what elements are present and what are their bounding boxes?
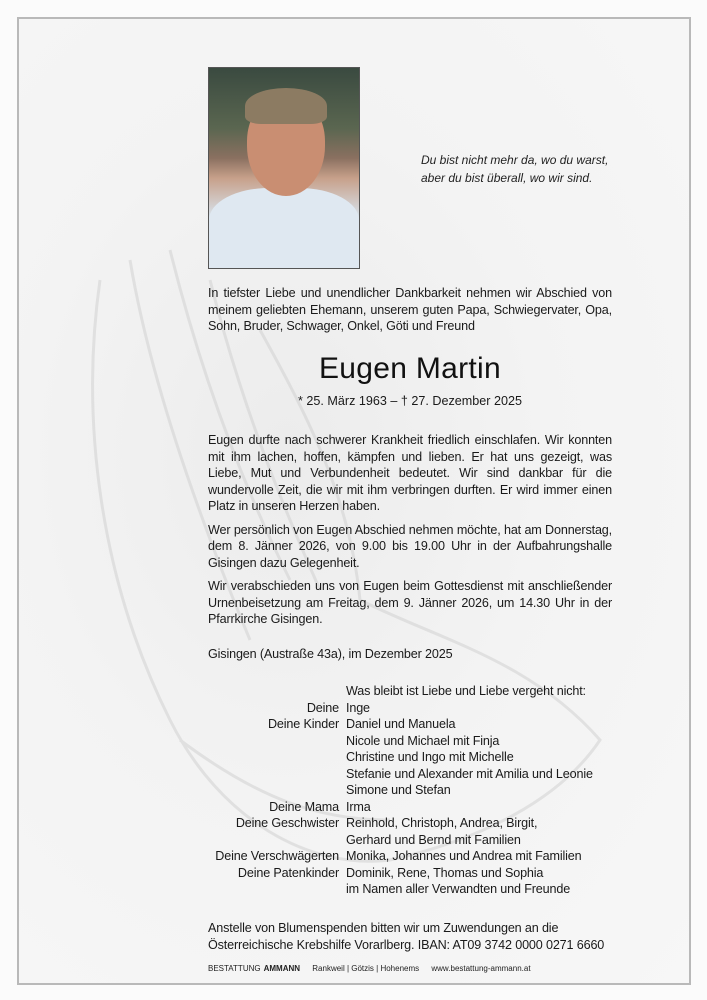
donation-line: Österreichische Krebshilfe Vorarlberg. IBAN: AT09 3742 0000 0271 6660	[208, 937, 605, 952]
family-names: Dominik, Rene, Thomas und Sophia	[346, 865, 544, 880]
family-relation: Deine Verschwägerten	[215, 849, 339, 863]
family-relation	[200, 766, 346, 783]
family-list	[200, 683, 593, 898]
place-date: Gisingen (Austraße 43a), im Dezember 2025	[208, 647, 453, 661]
body-text	[208, 432, 612, 635]
family-row	[200, 749, 593, 766]
family-row	[200, 799, 593, 816]
family-relation: Deine	[306, 700, 339, 715]
family-row	[200, 700, 593, 717]
family-names: Nicole und Michael mit Finja	[346, 733, 500, 748]
paragraph: Eugen durfte nach schwerer Krankheit friedlich einschlafen. Wir konnten mit ihm lachen, hoffen, kämpfen und lieben. Er hat uns gezeigt, was Liebe, Mut und Verbundenheit bedeutet. Wir sind dankbar für die wundervolle Zeit, die wir mit ihm verbringen durften. Er wird immer einen Platz in unseren Herzen haben.	[208, 433, 612, 513]
family-names: Daniel und Manuela	[346, 717, 456, 731]
family-relation	[200, 782, 346, 799]
family-names: im Namen aller Verwandten und Freunde	[346, 882, 571, 896]
family-relation	[200, 733, 346, 750]
family-row	[200, 881, 593, 898]
paragraph: Wer persönlich von Eugen Abschied nehmen möchte, hat am Donnerstag, dem 8. Jänner 2026, von 9.00 bis 19.00 Uhr in der Aufbahrungshalle Gisingen dazu Gelegenheit.	[208, 522, 612, 570]
family-row	[200, 733, 593, 750]
family-row	[200, 815, 593, 832]
family-names: Inge	[346, 700, 370, 715]
family-names: Reinhold, Christoph, Andrea, Birgit,	[346, 816, 538, 830]
family-names: Was bleibt ist Liebe und Liebe vergeht nicht:	[346, 684, 586, 698]
brand-name-bold: AMMANN	[263, 964, 301, 973]
family-names: Monika, Johannes und Andrea mit Familien	[346, 849, 582, 863]
quote-line: Du bist nicht mehr da, wo du warst,	[421, 153, 609, 167]
quote-line: aber du bist überall, wo wir sind.	[421, 171, 593, 185]
family-relation: Deine Patenkinder	[237, 865, 339, 880]
deceased-name: Eugen Martin	[318, 352, 502, 385]
family-names: Christine und Ingo mit Michelle	[346, 750, 514, 764]
portrait-photo	[208, 67, 360, 269]
family-names: Gerhard und Bernd mit Familien	[346, 832, 521, 847]
intro-text: In tiefster Liebe und unendlicher Dankbarkeit nehmen wir Abschied von meinem geliebten Ehemann, unserem guten Papa, Schwiegervater, Opa, Sohn, Bruder, Schwager, Onkel, Göti und Freund	[208, 286, 612, 333]
family-relation	[200, 881, 346, 898]
life-dates: * 25. März 1963 – † 27. Dezember 2025	[297, 394, 523, 408]
family-relation	[200, 832, 346, 849]
family-names: Irma	[346, 799, 371, 814]
family-relation: Deine Geschwister	[235, 816, 339, 830]
family-row	[200, 865, 593, 882]
locations: Rankweil | Götzis | Hohenems	[312, 964, 420, 973]
donation-line: Anstelle von Blumenspenden bitten wir um Zuwendungen an die	[208, 921, 559, 935]
family-row	[200, 832, 593, 849]
website-link[interactable]: www.bestattung-ammann.at	[431, 964, 531, 973]
family-row	[200, 766, 593, 783]
family-relation	[200, 683, 346, 700]
intro-text-block	[208, 285, 612, 342]
family-row	[200, 848, 593, 865]
memorial-quote	[421, 151, 608, 187]
family-row	[200, 716, 593, 733]
family-row	[200, 782, 593, 799]
family-relation: Deine Mama	[269, 799, 339, 814]
paragraph: Wir verabschieden uns von Eugen beim Gottesdienst mit anschließender Urnenbeisetzung am Freitag, dem 9. Jänner 2026, um 14.30 Uhr in der Pfarrkirche Gisingen.	[208, 579, 612, 626]
family-row	[200, 683, 593, 700]
family-names: Simone und Stefan	[346, 783, 451, 797]
funeral-home-footer	[208, 964, 541, 973]
brand-name: BESTATTUNG	[208, 964, 261, 973]
family-names: Stefanie und Alexander mit Amilia und Leonie	[346, 766, 593, 781]
donation-note	[208, 920, 612, 953]
family-relation: Deine Kinder	[267, 717, 339, 731]
family-relation	[200, 749, 346, 766]
